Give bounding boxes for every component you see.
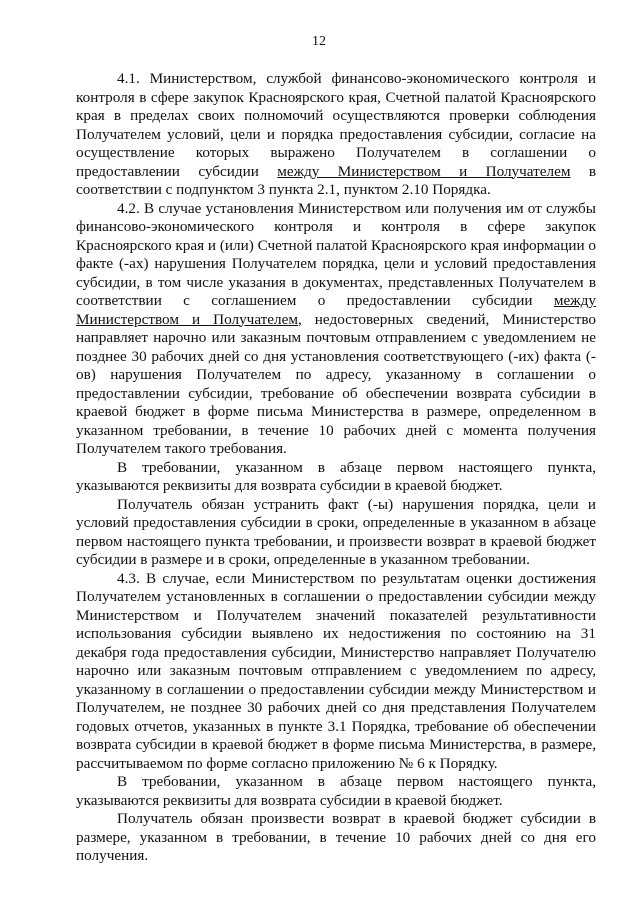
underlined-text: между Министерством и Получателем (76, 292, 596, 328)
paragraph-text: Получатель обязан устранить факт (-ы) нарушения порядка, цели и условий предоставления субсидии в сроки, определенные в указанном в абзаце первом настоящего пункта требовании, и произвести возврат в краевой бюджет субсидии в размере и в сроки, определенные в указанном требовании. (76, 495, 596, 568)
paragraph-text: , недостоверных сведений, Министерство направляет нарочно или заказным почтовым отправлением с уведомлением не позднее 30 рабочих дней со дня установления соответствующего (-их) факта (-ов) нарушения Получателем по адресу, указанному в соглашении о предоставлении субсидии, требование об обеспечении возврата субсидии в краевой бюджет в форме письма Министерства в размере, определенном в указанном требовании, в течение 10 рабочих дней с момента получения Получателем такого требования. (76, 310, 596, 457)
paragraph-requisites-1 (76, 459, 596, 496)
paragraph-text: 4.1. Министерством, службой финансово-экономического контроля и контроля в сфере закупок Красноярского края, Счетной палатой Красноярского края в пределах своих полномочий осуществляются проверки соблюдения Получателем условий, цели и порядка предоставления субсидии, согласие на осуществление которых выражено Получателем в соглашении о предоставлении субсидии (76, 70, 596, 180)
paragraph-requisites-2 (76, 773, 596, 810)
paragraph-text: 4.2. В случае установления Министерством или получения им от службы финансово-экономического контроля и контроля в сфере закупок Красноярского края и (или) Счетной палатой Красноярского края информации о факте (-ах) нарушения Получателем порядка, цели и условий предоставления субсидии, в том числе указания в документах, представленных Получателем в соответствии с соглашением о предоставлении субсидии (76, 199, 597, 309)
paragraph-4-3 (76, 570, 596, 774)
underlined-text: между Министерством и Получателем (277, 162, 571, 180)
paragraph-text: В требовании, указанном в абзаце первом настоящего пункта, указываются реквизиты для возврата субсидии в краевой бюджет. (76, 458, 596, 494)
document-body (76, 70, 596, 866)
paragraph-obligation-2 (76, 810, 596, 866)
paragraph-text: В требовании, указанном в абзаце первом настоящего пункта, указываются реквизиты для возврата субсидии в краевой бюджет. (76, 773, 596, 809)
paragraph-text: в соответствии с подпунктом 3 пункта 2.1, пунктом 2.10 Порядка. (76, 162, 597, 198)
paragraph-4-1 (76, 70, 596, 200)
paragraph-obligation-1 (76, 496, 596, 570)
page-number: 12 (312, 34, 326, 49)
paragraph-text: Получатель обязан произвести возврат в краевой бюджет субсидии в размере, указанном в требовании, в течение 10 рабочих дней со дня его получения. (76, 810, 596, 864)
paragraph-4-2 (76, 200, 596, 459)
paragraph-text: 4.3. В случае, если Министерством по результатам оценки достижения Получателем установленных в соглашении о предоставлении субсидии между Министерством и Получателем значений показателей результативности использования субсидии выявлено их недостижения по состоянию на 31 декабря года предоставления субсидии, Министерство направляет Получателю нарочно или заказным почтовым отправлением с уведомлением по адресу, указанному в соглашении о предоставлении субсидии между Министерством и Получателем, не позднее 30 рабочих дней со дня представления Получателем годовых отчетов, указанных в пункте 3.1 Порядка, требование об обеспечении возврата субсидии в краевой бюджет в форме письма Министерства, в размере, рассчитываемом по форме согласно приложению № 6 к Порядку. (76, 569, 596, 772)
